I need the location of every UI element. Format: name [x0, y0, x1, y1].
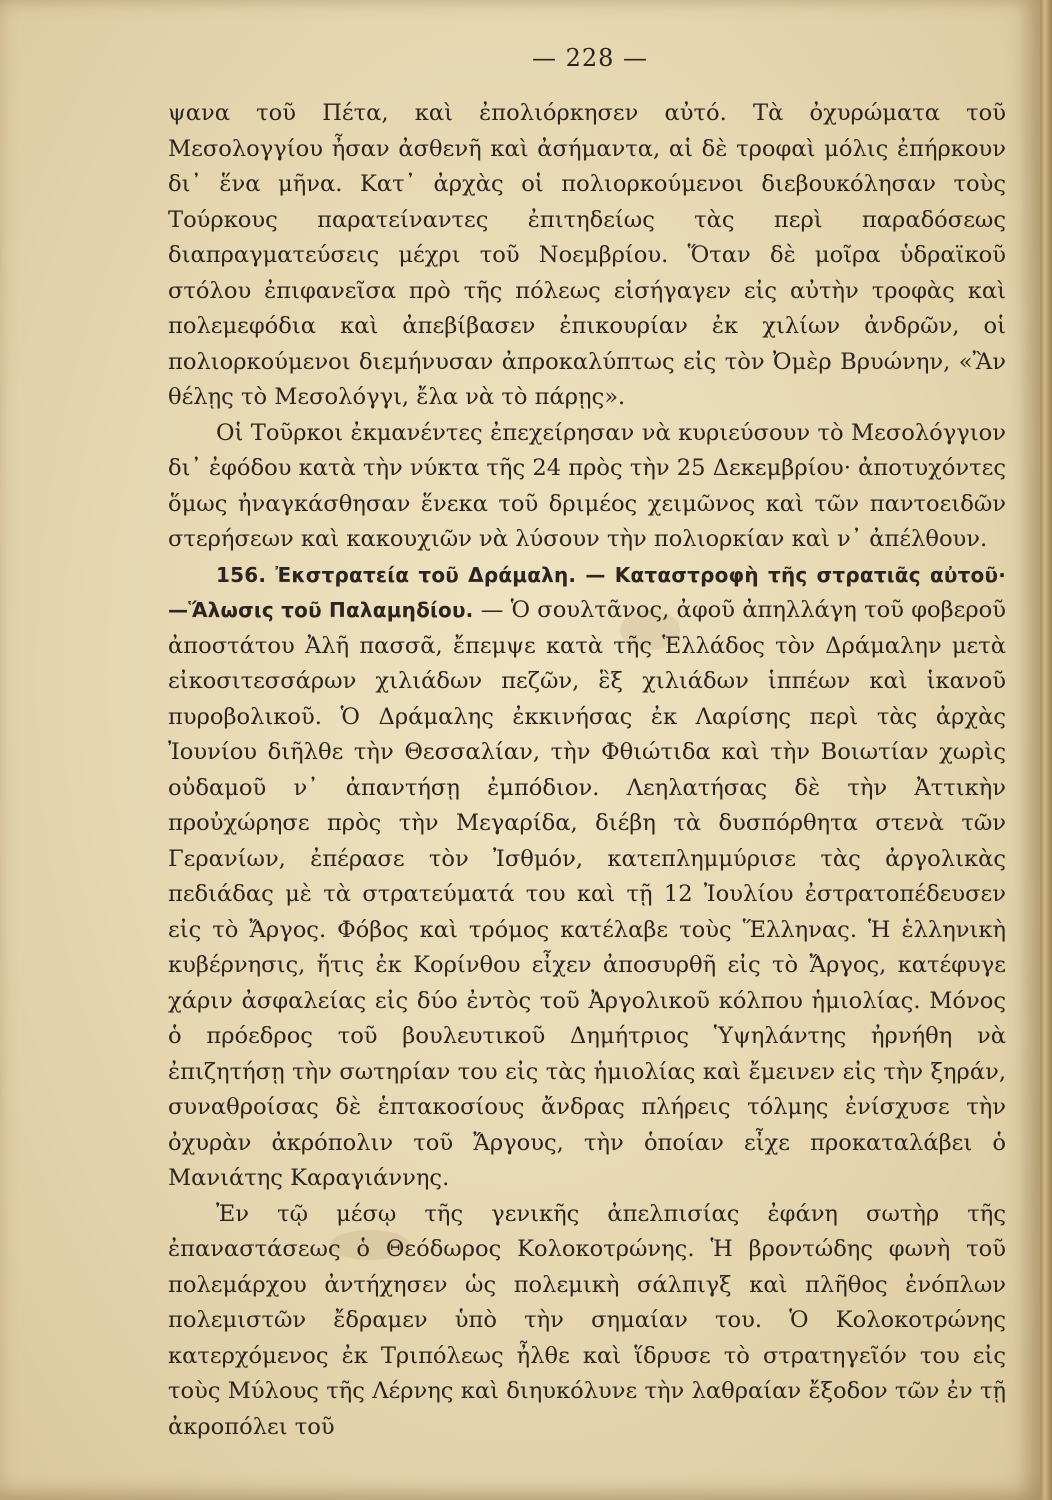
- page-edge: [1040, 0, 1052, 1500]
- paragraph: Οἱ Τοῦρκοι ἐκμανέντες ἐπεχείρησαν νὰ κυριεύσουν τὸ Μεσολόγγιον δι᾽ ἐφόδου κατὰ τὴν νύκτα τῆς 24 πρὸς τὴν 25 Δεκεμβρίου· ἀποτυχόντες ὅμως ἠναγκάσθησαν ἕνεκα τοῦ δριμέος χειμῶνος καὶ τῶν παντοειδῶν στερήσεων καὶ κακουχιῶν νὰ λύσουν τὴν πολιορκίαν καὶ ν᾽ ἀπέλθουν.: [168, 419, 1006, 552]
- paragraph-continuation: ψανα τοῦ Πέτα, καὶ ἐπολιόρκησεν αὐτό. Τὰ ὀχυρώματα τοῦ Μεσολογγίου ἦσαν ἀσθενῆ καὶ ἀσήμαντα, αἱ δὲ τροφαὶ μόλις ἐπήρκουν δι᾽ ἕνα μῆνα. Κατ᾽ ἀρχὰς οἱ πολιορκούμενοι διεβουκόλησαν τοὺς Τούρκους παρατείναντες ἐπιτηδείως τὰς περὶ παραδόσεως διαπραγματεύσεις μέχρι τοῦ Νοεμβρίου. Ὅταν δὲ μοῖρα ὑδραϊκοῦ στόλου ἐπιφανεῖσα πρὸ τῆς πόλεως εἰσήγαγεν εἰς αὐτὴν τροφὰς καὶ πολεμεφόδια καὶ ἀπεβίβασεν ἐπικουρίαν ἐκ χιλίων ἀνδρῶν, οἱ πολιορκούμενοι διεμήνυσαν ἀπροκαλύπτως εἰς τὸν Ὀμὲρ Βρυώνην, «Ἂν θέλῃς τὸ Μεσολόγγι, ἔλα νὰ τὸ πάρῃς».: [168, 100, 1006, 410]
- section-text: — Ὁ σουλτᾶνος, ἀφοῦ ἀπηλλάγη τοῦ φοβεροῦ ἀποστάτου Ἀλῆ πασσᾶ, ἔπεμψε κατὰ τῆς Ἑλλάδος τὸν Δράμαλην μετὰ εἰκοσιτεσσάρων χιλιάδων πεζῶν, ἓξ χιλιάδων ἱππέων καὶ ἱκανοῦ πυροβολικοῦ. Ὁ Δράμαλης ἐκκινήσας ἐκ Λαρίσης περὶ τὰς ἀρχὰς Ἰουνίου διῆλθε τὴν Θεσσαλίαν, τὴν Φθιώτιδα καὶ τὴν Βοιωτίαν χωρὶς οὐδαμοῦ ν᾽ ἀπαντήσῃ ἐμπόδιον. Λεηλατήσας δὲ τὴν Ἀττικὴν προὐχώρησε πρὸς τὴν Μεγαρίδα, διέβη τὰ δυσπόρθητα στενὰ τῶν Γερανίων, ἐπέρασε τὸν Ἰσθμόν, κατεπλημμύρισε τὰς ἀργολικὰς πεδιάδας μὲ τὰ στρατεύματά του καὶ τῇ 12 Ἰουλίου ἐστρατοπέδευσεν εἰς τὸ Ἄργος. Φόβος καὶ τρόμος κατέλαβε τοὺς Ἕλληνας. Ἡ ἑλληνικὴ κυβέρνησις, ἥτις ἐκ Κορίνθου εἶχεν ἀποσυρθῆ εἰς τὸ Ἄργος, κατέφυγε χάριν ἀσφαλείας εἰς δύο ἐντὸς τοῦ Ἀργολικοῦ κόλπου ἡμιολίας. Μόνος ὁ πρόεδρος τοῦ βουλευτικοῦ Δημήτριος Ὑψηλάντης ἠρνήθη νὰ ἐπιζητήσῃ τὴν σωτηρίαν του εἰς τὰς ἡμιολίας καὶ ἔμεινεν εἰς τὴν ξηράν, συναθροίσας δὲ ἑπτακοσίους ἄνδρας πλήρεις τόλμης ἐνίσχυσε τὴν ὀχυρὰν ἀκρόπολιν τοῦ Ἄργους, τὴν ὁποίαν εἶχε προκαταλάβει ὁ Μανιάτης Καραγιάννης.: [168, 597, 1007, 1191]
- paragraph: Ἐν τῷ μέσῳ τῆς γενικῆς ἀπελπισίας ἐφάνη σωτὴρ τῆς ἐπαναστάσεως ὁ Θεόδωρος Κολοκοτρώνης. Ἡ βροντώδης φωνὴ τοῦ πολεμάρχου ἀντήχησεν ὡς πολεμικὴ σάλπιγξ καὶ πλῆθος ἐνόπλων πολεμιστῶν ἔδραμεν ὑπὸ τὴν σημαίαν του. Ὁ Κολοκοτρώνης κατερχόμενος ἐκ Τριπόλεως ἦλθε καὶ ἵδρυσε τὸ στρατηγεῖόν του εἰς τοὺς Μύλους τῆς Λέρνης καὶ διηυκόλυνε τὴν λαθραίαν ἔξοδον τῶν ἐν τῇ ἀκροπόλει τοῦ: [168, 1200, 1006, 1440]
- section-heading: 156. Ἐκστρατεία τοῦ Δράμαλη. — Καταστροφὴ τῆς στρατιᾶς αὐτοῦ· —Ἅλωσις τοῦ Παλαμηδίου.: [168, 562, 1006, 622]
- page-number: — 228 —: [531, 44, 649, 72]
- body-text: [168, 96, 1006, 1445]
- section-paragraph: [168, 558, 1006, 1197]
